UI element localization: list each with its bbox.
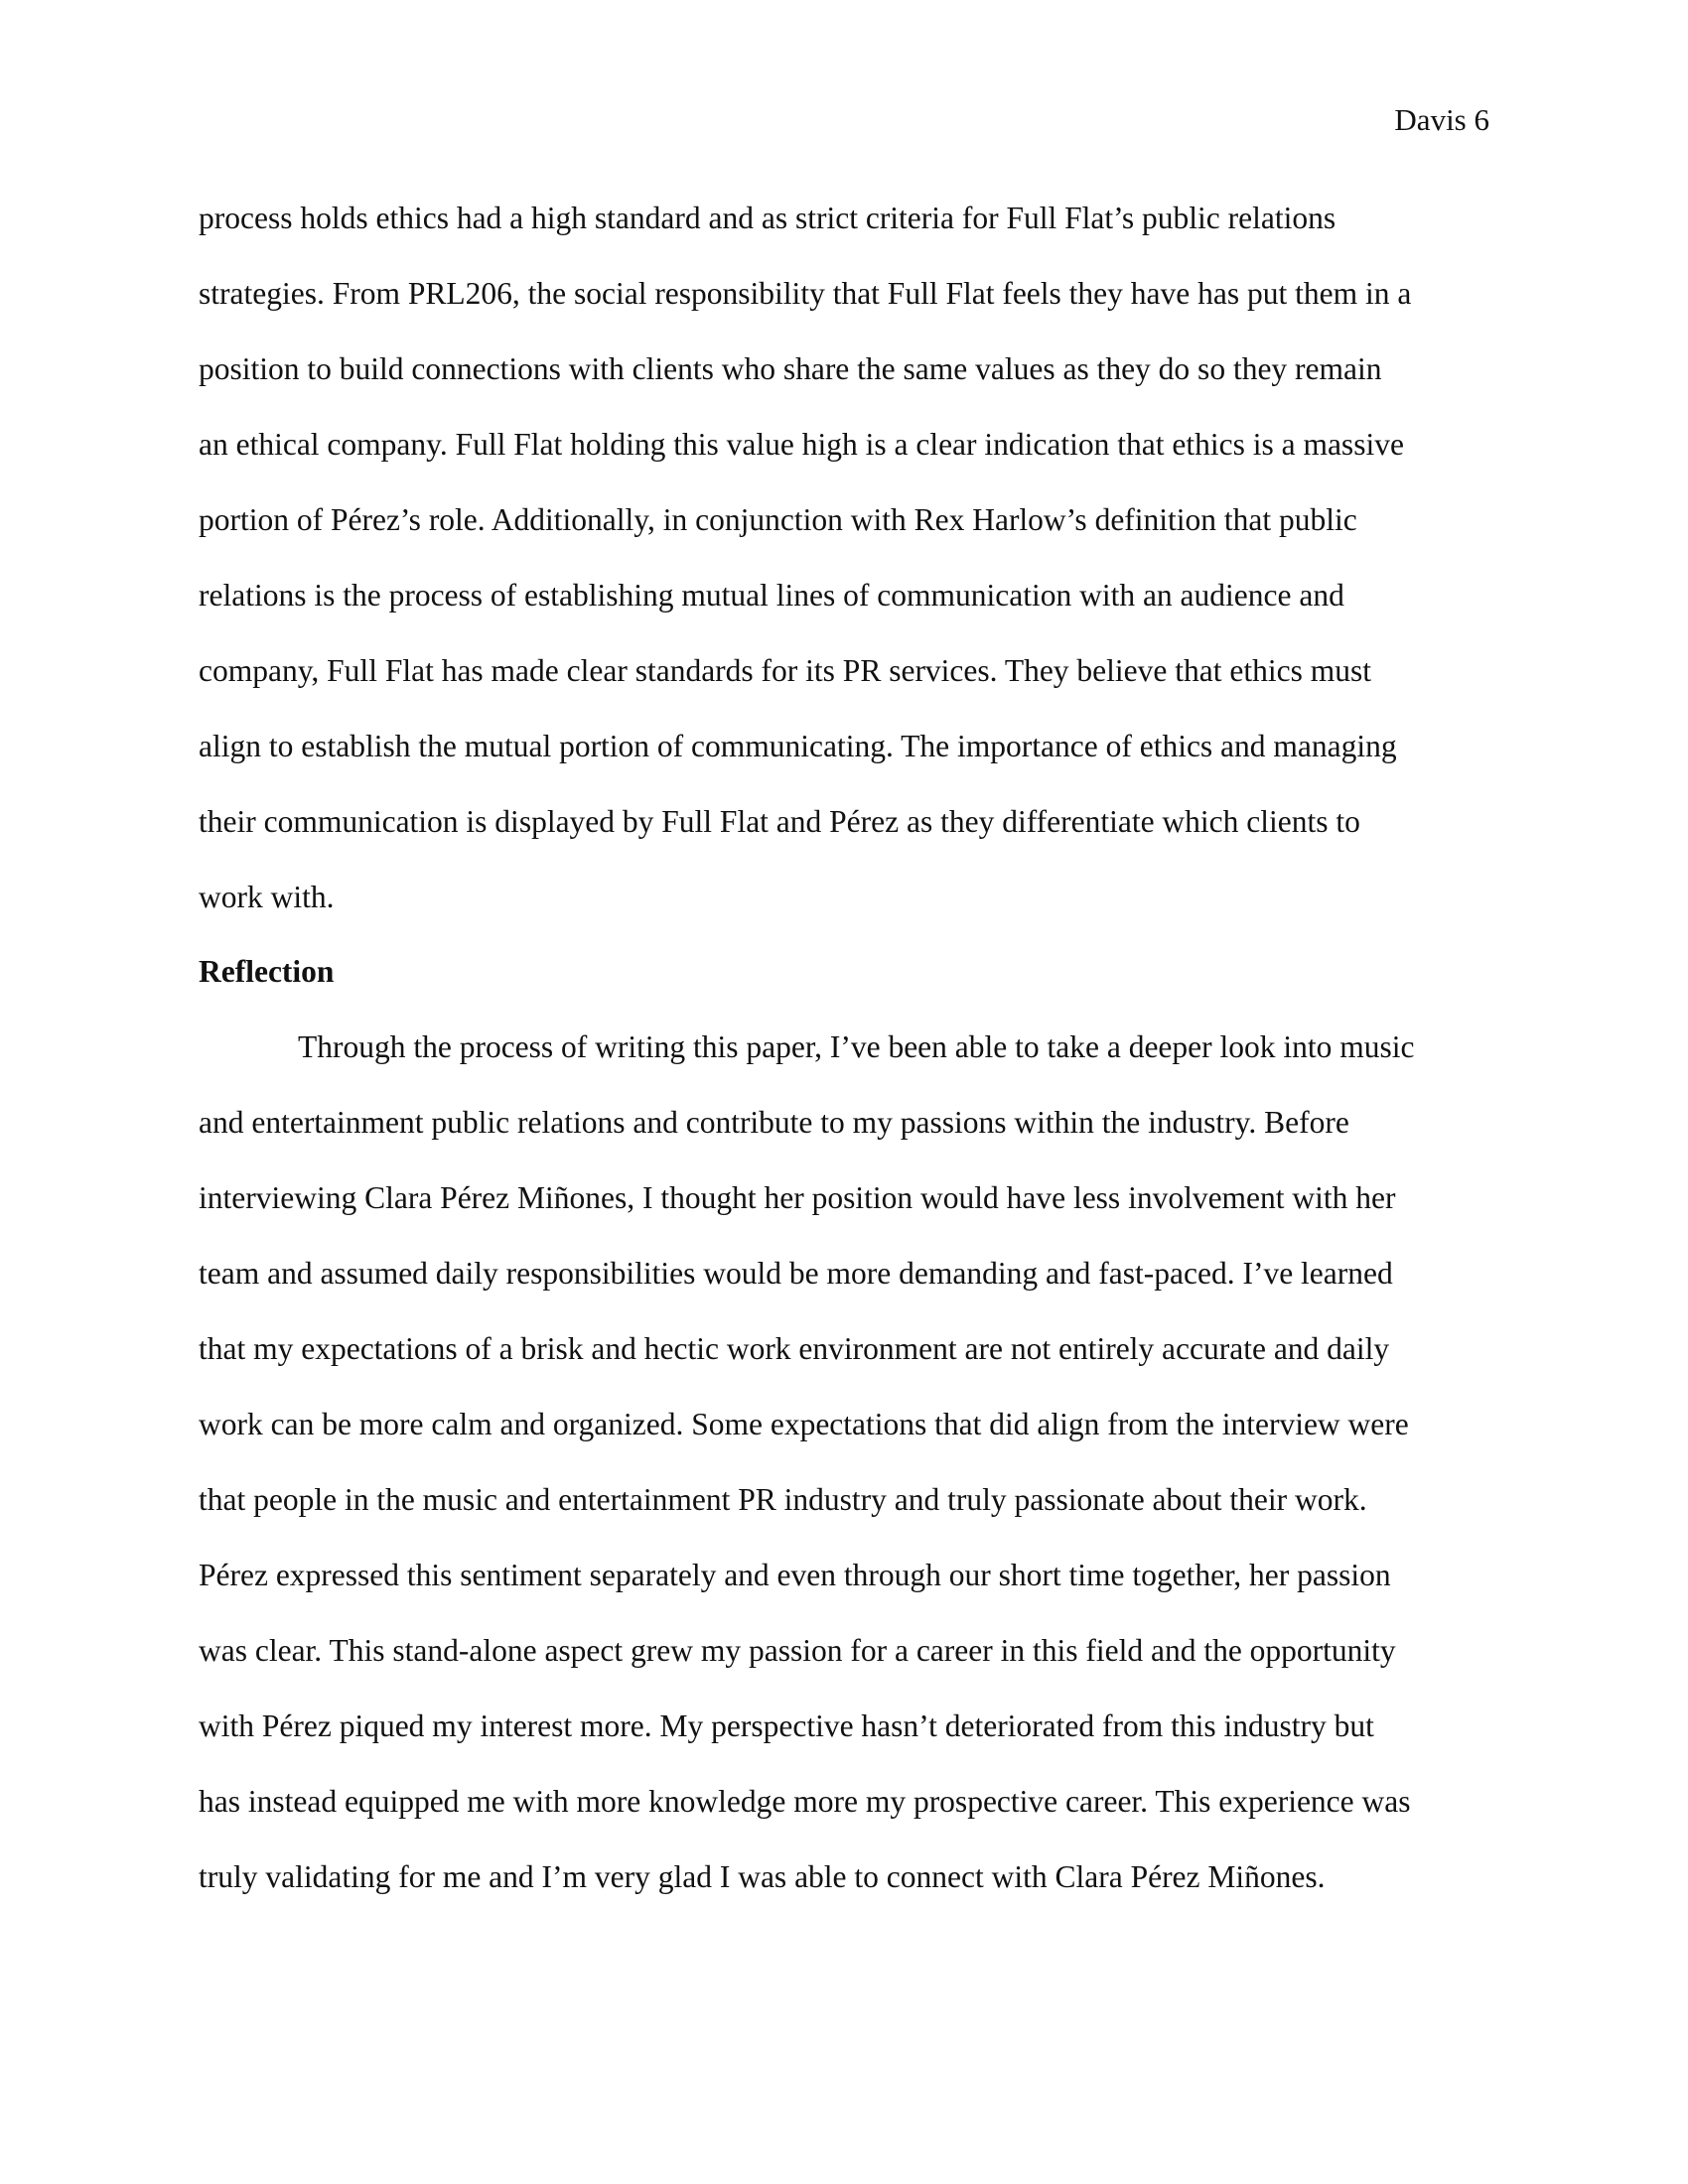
paragraph-1-line: an ethical company. Full Flat holding this value high is a clear indication that ethics is a massive xyxy=(199,427,1404,462)
paragraph-2-line: that people in the music and entertainment PR industry and truly passionate about their work. xyxy=(199,1482,1367,1517)
paragraph-2-line: Pérez expressed this sentiment separately and even through our short time together, her passion xyxy=(199,1558,1391,1592)
paragraph-1-line: company, Full Flat has made clear standards for its PR services. They believe that ethics must xyxy=(199,653,1371,688)
paragraph-2-line: interviewing Clara Pérez Miñones, I thought her position would have less involvement with her xyxy=(199,1180,1396,1215)
paragraph-1-line: relations is the process of establishing mutual lines of communication with an audience and xyxy=(199,578,1344,613)
paragraph-2-line: that my expectations of a brisk and hectic work environment are not entirely accurate and daily xyxy=(199,1331,1390,1366)
paragraph-1-line: position to build connections with clients who share the same values as they do so they remain xyxy=(199,351,1382,386)
paragraph-2-line: has instead equipped me with more knowledge more my prospective career. This experience was xyxy=(199,1784,1411,1819)
paragraph-1-line: work with. xyxy=(199,880,335,914)
paragraph-2-line: team and assumed daily responsibilities would be more demanding and fast-paced. I’ve learned xyxy=(199,1256,1393,1291)
paragraph-2-line: Through the process of writing this paper, I’ve been able to take a deeper look into music xyxy=(298,1029,1415,1064)
paragraph-2-line: truly validating for me and I’m very glad I was able to connect with Clara Pérez Miñones. xyxy=(199,1859,1326,1894)
running-head: Davis 6 xyxy=(1394,102,1489,137)
paragraph-2-line: and entertainment public relations and contribute to my passions within the industry. Before xyxy=(199,1105,1349,1140)
paragraph-1-line: process holds ethics had a high standard and as strict criteria for Full Flat’s public relations xyxy=(199,201,1336,235)
paragraph-1-line: align to establish the mutual portion of communicating. The importance of ethics and managing xyxy=(199,729,1397,763)
paragraph-2-line: with Pérez piqued my interest more. My perspective hasn’t deteriorated from this industry but xyxy=(199,1708,1374,1743)
paragraph-1-line: their communication is displayed by Full Flat and Pérez as they differentiate which clients to xyxy=(199,804,1360,839)
paragraph-1-line: portion of Pérez’s role. Additionally, in conjunction with Rex Harlow’s definition that public xyxy=(199,502,1357,537)
section-heading-reflection: Reflection xyxy=(199,954,335,989)
paragraph-2-line: was clear. This stand-alone aspect grew my passion for a career in this field and the opportunity xyxy=(199,1633,1396,1668)
paragraph-1-line: strategies. From PRL206, the social responsibility that Full Flat feels they have has put them in a xyxy=(199,276,1412,311)
paragraph-2-line: work can be more calm and organized. Some expectations that did align from the interview were xyxy=(199,1407,1409,1441)
